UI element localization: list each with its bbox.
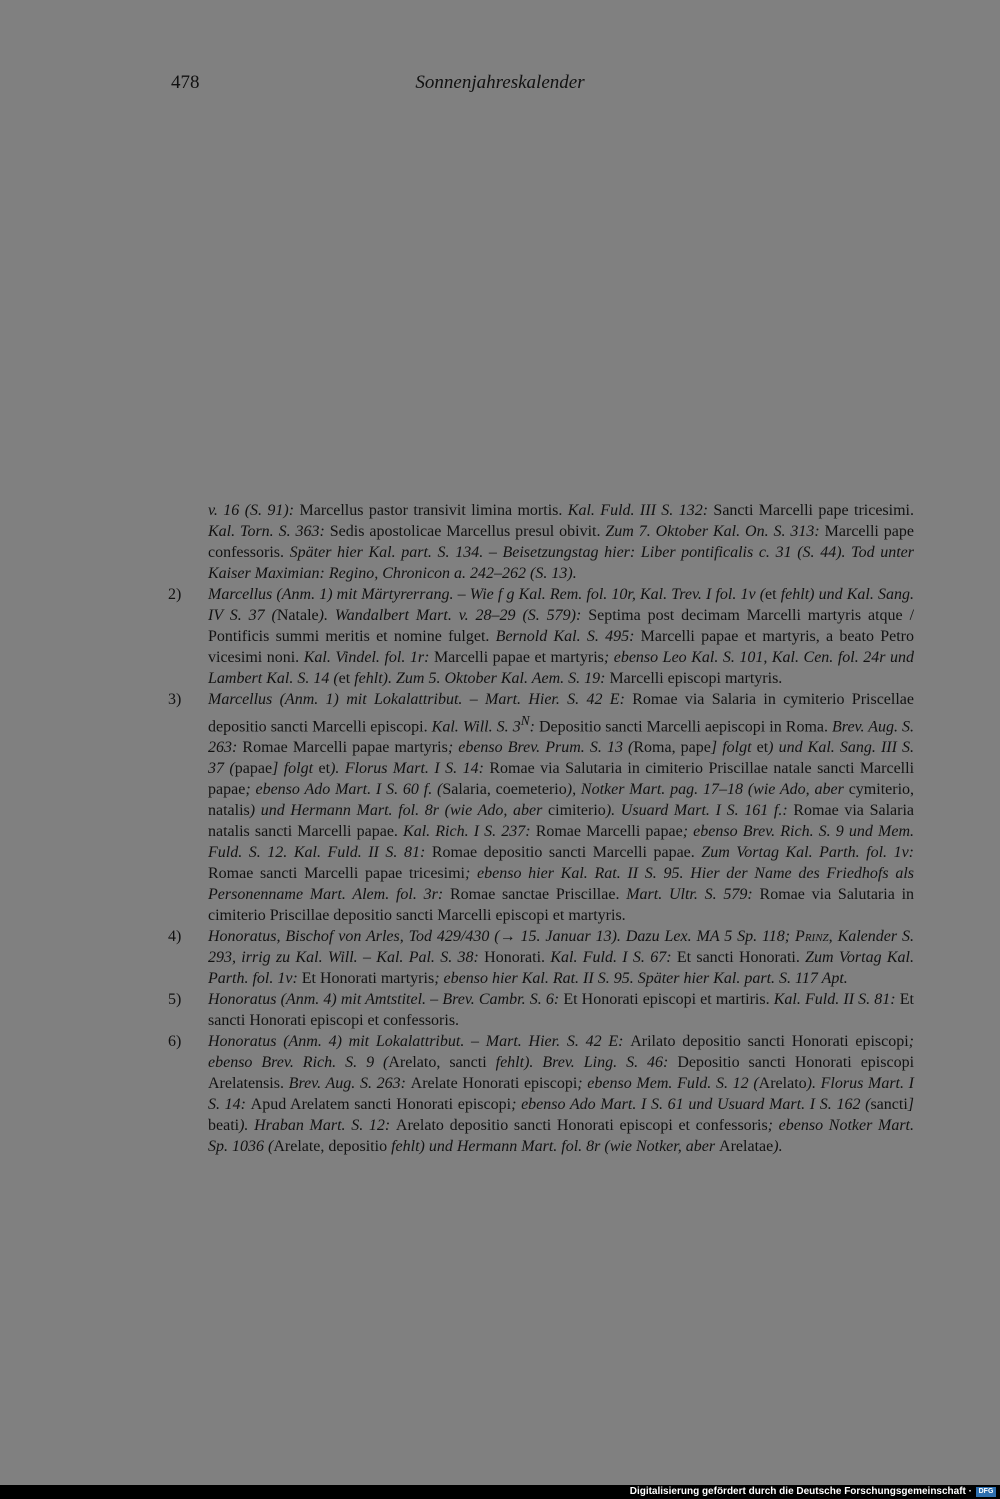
source-quote: Arelate Honorati episcopi [410, 1075, 578, 1093]
citation-text: fehlt). Brev. Ling. S. 46: [486, 1054, 678, 1072]
citation-text: ; ebenso Brev. Rich. S. 9 ( [208, 1033, 914, 1072]
citation-text: Brev. Aug. S. 263: [288, 1075, 411, 1093]
source-quote: Et sancti Honorati. [676, 949, 806, 967]
citation-text: Kal. Will. S. 3 [431, 718, 521, 736]
source-quote: et [318, 760, 331, 778]
citation-text: ). Florus Mart. I S. 14: [208, 1075, 915, 1114]
source-quote: et [765, 586, 777, 603]
source-quote: Depositio sancti Honorati episcopi Arelatensis. [208, 1054, 915, 1093]
footnote [168, 989, 914, 1031]
citation-text: ] [907, 1096, 915, 1114]
source-quote: Sedis apostolicae Marcellus presul obivit. [329, 523, 606, 540]
source-quote: cymiterio, natalis [208, 781, 915, 820]
source-quote: cimiterio [548, 802, 606, 820]
citation-text: ) und Kal. Sang. III S. 37 ( [208, 739, 915, 778]
source-quote: Septima post decimam Marcelli martyris atque / Pontificis summi meritis et nomine fulget. [208, 607, 915, 645]
source-quote: Marcelli episcopi martyris. [609, 670, 783, 687]
footnote-number: 5) [168, 991, 182, 1009]
source-quote: Romae via Salutaria in cimiterio Priscillae natale sancti Marcelli papae [208, 760, 915, 799]
source-quote: Natale [276, 607, 319, 624]
citation-text: ). Wandalbert Mart. v. 28–29 (S. 579): [318, 607, 589, 624]
citation-text: Prinz [795, 928, 829, 946]
footnote [168, 689, 914, 926]
dfg-logo: DFG [976, 1487, 996, 1497]
footnote [168, 926, 914, 989]
source-quote: Arelate, depositio [273, 1138, 388, 1156]
citation-text: ] folgt [272, 760, 319, 778]
page-number: 478 [171, 72, 200, 93]
citation-text: ; ebenso Ado Mart. I S. 60 f. ( [245, 781, 443, 799]
citation-text: Mart. Ultr. S. 579: [626, 886, 760, 904]
source-quote: Romae Marcelli papae [535, 823, 683, 841]
source-quote: Arelatae [719, 1138, 774, 1156]
source-quote: beati [208, 1117, 240, 1135]
citation-text: v. 16 (S. 91): [208, 502, 300, 519]
source-quote: Marcelli pape confessoris. [208, 523, 914, 561]
source-quote: Marcelli papae et martyris [433, 649, 604, 666]
citation-text: ; ebenso Brev. Prum. S. 13 ( [447, 739, 634, 757]
citation-text: ; ebenso Leo Kal. S. 101, Kal. Cen. fol. 24r und Lambert Kal. S. 14 ( [208, 649, 914, 687]
footnotes [168, 500, 914, 1157]
citation-text: Kal. Fuld. III S. 132: [567, 502, 714, 519]
source-quote: Romae Marcelli papae martyris [242, 739, 448, 757]
citation-text: ). Hraban Mart. S. 12: [239, 1117, 396, 1135]
source-quote: Apud Arelatem sancti Honorati episcopi [250, 1096, 512, 1114]
citation-text: ). [773, 1138, 783, 1156]
source-quote: Arelato depositio sancti Honorati episcopi et confessoris [395, 1117, 768, 1135]
running-title: Sonnenjahreskalender [415, 72, 585, 93]
source-quote: Roma, pape [633, 739, 711, 757]
citation-text: Marcellus (Anm. 1) mit Lokalattribut. – Mart. Hier. S. 42 E: [208, 691, 633, 708]
citation-text: Kal. Vindel. fol. 1r: [303, 649, 434, 666]
citation-text: ; ebenso Mem. Fuld. S. 12 ( [577, 1075, 759, 1093]
citation-text: : [529, 718, 539, 736]
citation-text: fehlt). Zum 5. Oktober Kal. Aem. S. 19: [350, 670, 610, 687]
citation-text: Kal. Fuld. II S. 81: [773, 991, 900, 1009]
citation-text: Honoratus, Bischof von Arles, Tod 429/430 (→ 15. Januar 13). Dazu Lex. MA 5 Sp. 118; [208, 928, 796, 946]
digitization-footer [0, 1485, 1000, 1499]
citation-text: Brev. Aug. S. 263: [208, 718, 915, 757]
citation-text: ). Usuard Mart. I S. 161 f.: [605, 802, 794, 820]
footnote [168, 1031, 914, 1157]
source-quote: et [338, 670, 351, 687]
footnote-number: 6) [168, 1033, 182, 1051]
citation-text: Honoratus (Anm. 4) mit Lokalattribut. – Mart. Hier. S. 42 E: [208, 1033, 631, 1051]
citation-text: ] folgt [710, 739, 757, 757]
citation-text: ; ebenso Brev. Rich. S. 9 und Mem. Fuld. S. 12. Kal. Fuld. II S. 81: [208, 823, 914, 862]
source-quote: Arelato [758, 1075, 807, 1093]
citation-text: fehlt) und Kal. Sang. IV S. 37 ( [208, 586, 914, 624]
footnote [168, 584, 914, 689]
citation-text: ) und Hermann Mart. fol. 8r (wie Ado, aber [249, 802, 549, 820]
citation-text: ), Notker Mart. pag. 17–18 (wie Ado, aber [566, 781, 849, 799]
citation-text: ; ebenso hier Kal. Rat. II S. 95. Hier der Name des Friedhofs als Personenname Mart. Alem. fol. 3r: [208, 865, 914, 904]
source-quote: Sancti Marcelli pape tricesimi. [713, 502, 914, 519]
source-quote: Et Honorati episcopi et martiris. [563, 991, 774, 1009]
footnote-number: 3) [168, 691, 182, 708]
source-quote: Et Honorati martyris [301, 970, 435, 988]
citation-text: Kal. Fuld. I S. 67: [550, 949, 677, 967]
source-quote: Marcelli papae et martyris, a beato Petro vicesimi noni. [208, 628, 914, 666]
source-quote: et [756, 739, 769, 757]
citation-text: Später hier Kal. part. S. 134. – Beisetzungstag hier: Liber pontificalis c. 31 (S. 44). Tod unter Kaiser Maximian: Regino, Chronicon a. 242–262 (S. 13). [208, 544, 915, 582]
source-quote: Salaria, coemeterio [442, 781, 567, 799]
citation-text: Kal. Rich. I S. 237: [403, 823, 536, 841]
source-quote: Romae via Salutaria in cimiterio Priscillae depositio sancti Marcelli episcopi et martyris. [208, 886, 915, 925]
citation-text: , Kalender S. 293, irrig zu Kal. Will. – Kal. Pal. S. 38: [208, 928, 915, 967]
citation-text: N [520, 713, 530, 728]
funding-credit: Digitalisierung gefördert durch die Deutsche Forschungsgemeinschaft · [629, 1486, 972, 1497]
citation-text: ; ebenso Notker Mart. Sp. 1036 ( [208, 1117, 915, 1156]
citation-text: Bernold Kal. S. 495: [495, 628, 641, 645]
source-quote: Depositio sancti Marcelli aepiscopi in Roma. [538, 718, 833, 736]
source-quote: Arelato, sancti [388, 1054, 487, 1072]
source-quote: Romae sancti Marcelli papae tricesimi [208, 865, 465, 883]
citation-text: ). Florus Mart. I S. 14: [330, 760, 490, 778]
citation-text: Honoratus (Anm. 4) mit Amtstitel. – Brev. Cambr. S. 6: [208, 991, 564, 1009]
citation-text: ; ebenso hier Kal. Rat. II S. 95. Später hier Kal. part. S. 117 Apt. [434, 970, 848, 988]
citation-text: Kal. Torn. S. 363: [208, 523, 330, 540]
citation-text: Zum Vortag Kal. Parth. fol. 1v: [208, 949, 914, 988]
source-quote: Marcellus pastor transivit limina mortis. [299, 502, 568, 519]
source-quote: Romae depositio sancti Marcelli papae. [431, 844, 702, 862]
source-quote: Romae via Salaria in cymiterio Priscellae depositio sancti Marcelli episcopi. [208, 691, 914, 736]
footnote-list [168, 584, 914, 1157]
source-quote: Romae sanctae Priscillae. [449, 886, 627, 904]
source-quote: Et sancti Honorati episcopi et confessoris. [208, 991, 914, 1030]
source-quote: sancti [870, 1096, 908, 1114]
citation-text: Marcellus (Anm. 1) mit Märtyrerrang. – Wie f g Kal. Rem. fol. 10r, Kal. Trev. I fol. 1v ( [208, 586, 766, 603]
citation-text: fehlt) und Hermann Mart. fol. 8r (wie Notker, aber [387, 1138, 720, 1156]
footnote-continuation [208, 500, 914, 584]
citation-text: Zum 7. Oktober Kal. On. S. 313: [605, 523, 825, 540]
citation-text: Zum Vortag Kal. Parth. fol. 1v: [701, 844, 914, 862]
source-quote: Honorati. [484, 949, 551, 967]
source-quote: papae [234, 760, 273, 778]
footnote-number: 2) [168, 586, 182, 603]
source-quote: Romae via Salaria natalis sancti Marcelli papae. [208, 802, 914, 841]
citation-text: ; ebenso Ado Mart. I S. 61 und Usuard Mart. I S. 162 ( [511, 1096, 871, 1114]
footnote-number: 4) [168, 928, 182, 946]
source-quote: Arilato depositio sancti Honorati episcopi [630, 1033, 909, 1051]
